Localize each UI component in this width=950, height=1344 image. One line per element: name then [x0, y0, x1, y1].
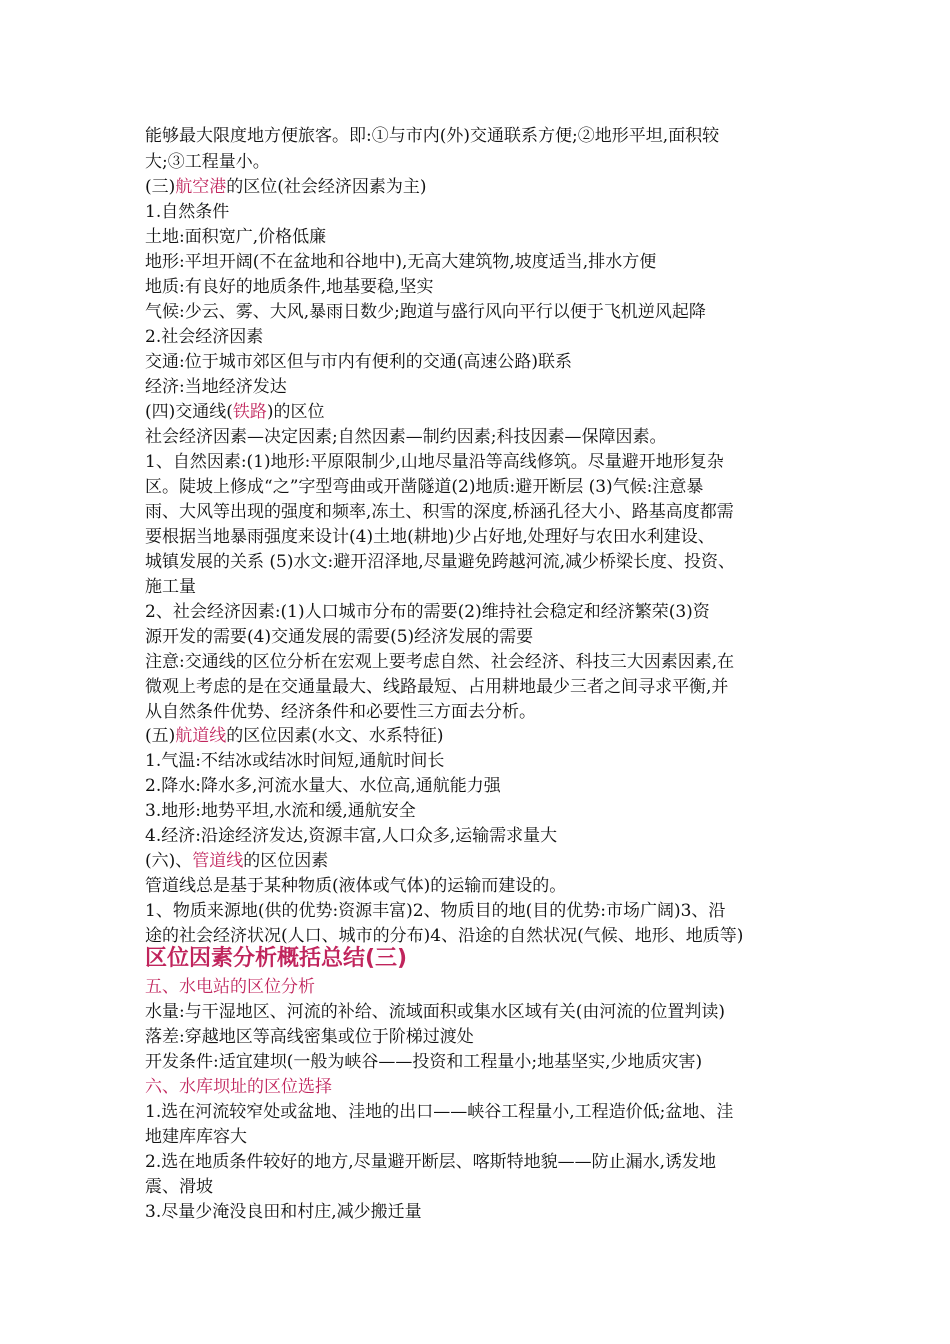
text-line: 开发条件:适宜建坝(一般为峡谷——投资和工程量小;地基坚实,少地质灾害) [145, 1052, 703, 1072]
text-line: 注意:交通线的区位分析在宏观上要考虑自然、社会经济、科技三大因素因素,在 [145, 652, 735, 672]
text-line: 区。陡坡上修成“之”字型弯曲或开凿隧道(2)地质:避开断层 (3)气候:注意暴 [145, 477, 704, 497]
text-line: 施工量 [145, 577, 196, 597]
text-line: 水量:与干湿地区、河流的补给、流域面积或集水区域有关(由河流的位置判读) [145, 1002, 725, 1022]
text-span: (六)、 [145, 851, 193, 871]
summary-title: 区位因素分析概括总结(三) [145, 946, 408, 971]
text-span: 的区位因素 [243, 851, 329, 871]
section-heading-pipeline [145, 849, 328, 873]
text-line: 途的社会经济状况(人口、城市的分布)4、沿途的自然状况(气候、地形、地质等) [145, 926, 744, 946]
text-line: 雨、大风等出现的强度和频率,冻土、积雪的深度,桥涵孔径大小、路基高度都需 [145, 502, 734, 522]
text-span: (三) [145, 177, 176, 197]
text-line: 土地:面积宽广,价格低廉 [145, 227, 327, 247]
text-span: 的区位因素(水文、水系特征) [226, 726, 444, 746]
text-line: 社会经济因素—决定因素;自然因素—制约因素;科技因素—保障因素。 [145, 427, 667, 447]
text-line: 1.自然条件 [145, 202, 230, 222]
text-line: 大;③工程量小。 [145, 152, 270, 172]
text-line: 1、自然因素:(1)地形:平原限制少,山地尽量沿等高线修筑。尽量避开地形复杂 [145, 452, 724, 472]
text-line: 地建库库容大 [145, 1127, 247, 1147]
text-line: 城镇发展的关系 (5)水文:避开沼泽地,尽量避免跨越河流,减少桥梁长度、投资、 [145, 552, 736, 572]
text-line: 3.尽量少淹没良田和村庄,减少搬迁量 [145, 1202, 422, 1222]
text-line: 气候:少云、雾、大风,暴雨日数少;跑道与盛行风向平行以便于飞机逆风起降 [145, 302, 706, 322]
text-span: )的区位 [266, 402, 325, 422]
section-heading-railway [145, 400, 325, 424]
text-line: 1.选在河流较窄处或盆地、洼地的出口——峡谷工程量小,工程造价低;盆地、洼 [145, 1102, 734, 1122]
text-line: 交通:位于城市郊区但与市内有便利的交通(高速公路)联系 [145, 352, 572, 372]
text-line: 1.气温:不结冰或结冰时间短,通航时间长 [145, 751, 445, 771]
text-line: 地质:有良好的地质条件,地基要稳,坚实 [145, 277, 434, 297]
text-line: 地形:平坦开阔(不在盆地和谷地中),无高大建筑物,坡度适当,排水方便 [145, 252, 657, 272]
section-heading-waterway [145, 724, 444, 748]
keyword-pipeline: 管道线 [192, 851, 244, 871]
text-line: 从自然条件优势、经济条件和必要性三方面去分析。 [145, 702, 536, 722]
text-line: 2.社会经济因素 [145, 327, 264, 347]
text-line: 4.经济:沿途经济发达,资源丰富,人口众多,运输需求量大 [145, 826, 558, 846]
text-line: 要根据当地暴雨强度来设计(4)土地(耕地)少占好地,处理好与农田水利建设、 [145, 527, 715, 547]
text-line: 震、滑坡 [145, 1177, 213, 1197]
text-span: (四)交通线( [145, 402, 233, 422]
text-line: 能够最大限度地方便旅客。即:①与市内(外)交通联系方便;②地形平坦,面积较 [145, 126, 720, 146]
text-span: (五) [145, 726, 176, 746]
text-line: 3.地形:地势平坦,水流和缓,通航安全 [145, 801, 416, 821]
text-line: 源开发的需要(4)交通发展的需要(5)经济发展的需要 [145, 627, 534, 647]
text-line: 落差:穿越地区等高线密集或位于阶梯过渡处 [145, 1027, 474, 1047]
text-line: 微观上考虑的是在交通量最大、线路最短、占用耕地最少三者之间寻求平衡,并 [145, 677, 729, 697]
section-heading-airport [145, 175, 427, 199]
text-line: 2、社会经济因素:(1)人口城市分布的需要(2)维持社会稳定和经济繁荣(3)资 [145, 602, 710, 622]
text-line: 2.选在地质条件较好的地方,尽量避开断层、喀斯特地貌——防止漏水,诱发地 [145, 1152, 717, 1172]
text-line: 管道线总是基于某种物质(液体或气体)的运输而建设的。 [145, 876, 567, 896]
keyword-waterway: 航道线 [175, 726, 227, 746]
text-span: 的区位(社会经济因素为主) [226, 177, 427, 197]
keyword-railway: 铁路 [232, 402, 267, 422]
text-line: 1、物质来源地(供的优势:资源丰富)2、物质目的地(目的优势:市场广阔)3、沿 [145, 901, 726, 921]
text-line: 2.降水:降水多,河流水量大、水位高,通航能力强 [145, 776, 501, 796]
keyword-airport: 航空港 [175, 177, 227, 197]
text-line: 经济:当地经济发达 [145, 377, 287, 397]
section-heading-reservoir: 六、水库坝址的区位选择 [145, 1077, 332, 1097]
section-heading-hydropower: 五、水电站的区位分析 [145, 977, 315, 997]
